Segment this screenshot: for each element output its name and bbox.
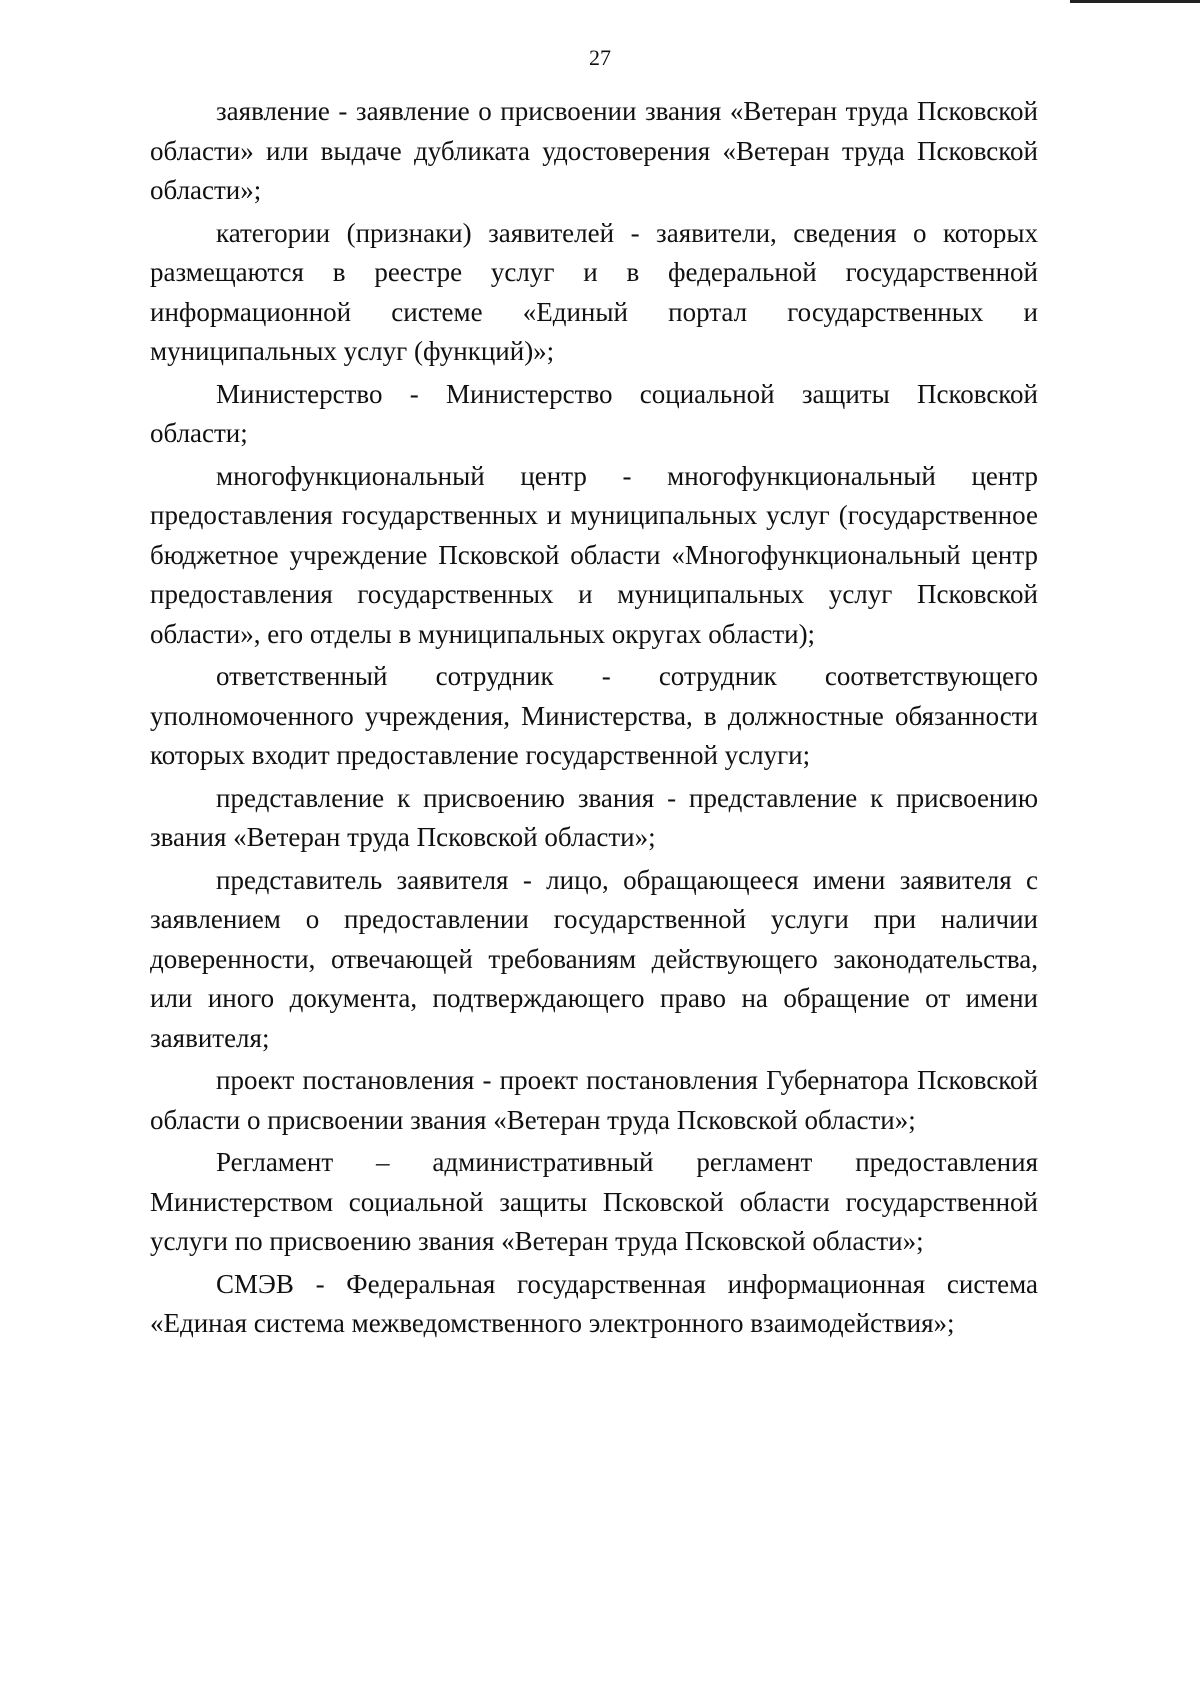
document-body	[150, 92, 1038, 1347]
definition-smev: СМЭВ - Федеральная государственная информационная система «Единая система межведомственного электронного взаимодействия»;	[150, 1268, 1038, 1338]
definition-proekt-postanovleniya: проект постановления - проект постановления Губернатора Псковской области о присвоении звания «Ветеран труда Псковской области»;	[150, 1065, 1038, 1135]
scan-corner-mark	[1070, 0, 1200, 11]
definition-mfc: многофункциональный центр - многофункциональный центр предоставления государственных и муниципальных услуг (государственное бюджетное учреждение Псковской области «Многофункциональный центр предоставления государственных и муниципальных услуг Псковской области», его отделы в муниципальных округах области);	[150, 460, 1038, 649]
page-number: 27	[589, 45, 611, 70]
definition-predstavitel-zayavitelya: представитель заявителя - лицо, обращающееся имени заявителя с заявлением о предоставлении государственной услуги при наличии доверенности, отвечающей требованиям действующего законодательства, или иного документа, подтверждающего право на обращение от имени заявителя;	[150, 864, 1038, 1053]
definition-zayavlenie: заявление - заявление о присвоении звания «Ветеран труда Псковской области» или выдаче дубликата удостоверения «Ветеран труда Псковской области»;	[150, 96, 1038, 205]
definition-predstavlenie: представление к присвоению звания - представление к присвоению звания «Ветеран труда Псковской области»;	[150, 782, 1038, 852]
definition-otvetstvennyy-sotrudnik: ответственный сотрудник - сотрудник соответствующего уполномоченного учреждения, Министерства, в должностные обязанности которых входит предоставление государственной услуги;	[150, 661, 1038, 770]
definition-ministerstvo: Министерство - Министерство социальной защиты Псковской области;	[150, 378, 1038, 448]
definition-kategorii-zayaviteley: категории (признаки) заявителей - заявители, сведения о которых размещаются в реестре услуг и в федеральной государственной информационной системе «Единый портал государственных и муниципальных услуг (функций)»;	[150, 217, 1038, 366]
definition-reglament: Регламент – административный регламент предоставления Министерством социальной защиты Псковской области государственной услуги по присвоению звания «Ветеран труда Псковской области»;	[150, 1147, 1038, 1256]
